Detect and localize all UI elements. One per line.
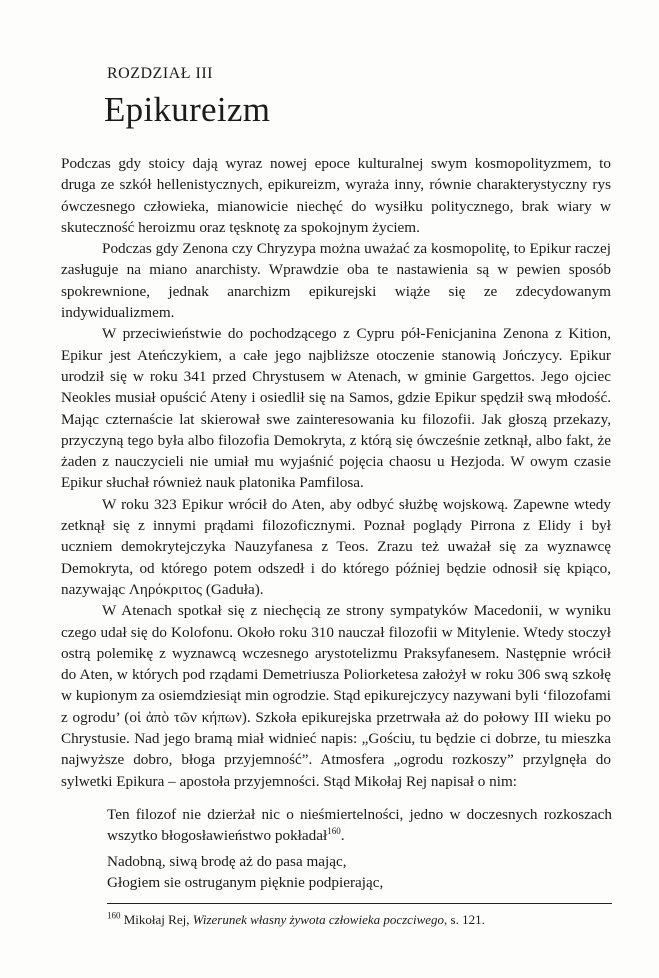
block-quote [107,804,612,847]
verse-line: Głogiem sie ostruganym pięknie podpierając, [107,874,384,892]
footnote-page: , s. 121. [444,912,485,927]
footnote-reference[interactable]: 160 [327,826,341,837]
paragraph: W przeciwieństwie do pochodzącego z Cypru pół-Fenicjanina Zenona z Kition, Epikur jest Ateńczykiem, a całe jego najbliższe otoczenie stanowią Jończycy. Epikur urodził się w roku 341 przed Chrystusem w Atenach, w gminie Gargettos. Jego ojciec Neokles musiał opuścić Ateny i osiedlił się na Samos, gdzie Epikur spędził swą młodość. Mając czternaście lat skierował swe zainteresowania ku filozofii. Jak głoszą przekazy, przyczyną tego była albo filozofia Demokryta, z którą się ówcześnie zetknął, albo fakt, że żaden z nauczycieli nie umiał mu wyjaśnić pojęcia chaosu u Hezjoda. W owym czasie Epikur słuchał również nauk platonika Pamfilosa. [61,325,611,492]
chapter-label: ROZDZIAŁ III [107,65,213,82]
paragraph: W Atenach spotkał się z niechęcią ze strony sympatyków Macedonii, w wyniku czego udał się do Kolofonu. Około roku 310 nauczał filozofii w Mitylenie. Wtedy stoczył ostrą polemikę z wyznawcą wczesnego arystotelizmu Praksyfanesem. Następnie wrócił do Aten, w których pod rządami Demetriusza Poliorketesa założył w roku 306 swą szkołę w kupionym za osiemdziesiąt min ogrodzie. Stąd epikurejczycy nazywani byli ‘filozofami z ogrodu’ (οἱ ἀπὸ τῶν κήπων). Szkoła epikurejska przetrwała aż do połowy III wieku po Chrystusie. Nad jego bramą miał widnieć napis: „Gościu, tu będzie ci dobrze, tu mieszka najwyższe dobro, błoga przyjemność”. Atmosfera „ogrodu rozkoszy” przylgnęła do sylwetki Epikura – apostoła przyjemności. Stąd Mikołaj Rej napisał o nim: [61,602,611,790]
verse-line: Nadobną, siwą brodę aż do pasa mając, [107,853,347,870]
quote-text-wrapper: Ten filozof nie dzierżał nic o nieśmiertelności, jedno w doczesnych rozkoszach wszytko błogosławieństwo pokładał$^{160}$. [107,806,612,845]
paragraph: Podczas gdy stoicy dają wyraz nowej epoce kulturalnej swym kosmopolityzmem, to druga ze szkół hellenistycznych, epikureizm, wyraża inny, równie charakterystyczny rys ówczesnego człowieka, mianowicie niechęć do wysiłku politycznego, brak wiary w skuteczność heroizmu oraz tęsknotę za spokojnym życiem. [61,155,611,236]
chapter-title: Epikureizm [104,90,271,129]
footnote-divider [107,903,612,904]
footnote-number: 160 [107,910,121,921]
footnote-title: Wizerunek własny żywota człowieka poczciwego [192,912,445,927]
verse-quote [107,851,383,894]
footnote-author: Mikołaj Rej, [123,912,190,927]
paragraph: Podczas gdy Zenona czy Chryzypa można uważać za kosmopolitę, to Epikur raczej zasługuje na miano anarchisty. Wprawdzie oba te nastawienia są w pewien sposób spokrewnione, jednak anarchizm epikurejski wiąże się ze zdecydowanym indywidualizmem. [61,240,611,322]
body-text [61,153,611,792]
quote-text: Ten filozof nie dzierżał nic o nieśmiertelności, jedno w doczesnych rozkoszach wszytko błogosławieństwo pokładał [107,806,612,845]
footnote [107,912,612,928]
paragraph: W roku 323 Epikur wrócił do Aten, aby odbyć służbę wojskową. Zapewne wtedy zetknął się z innymi prądami filozoficznymi. Poznał poglądy Pirrona z Elidy i był uczniem demokrytejczyka Nauzyfanesa z Teos. Zrazu też uważał się za wyznawcę Demokryta, od którego potem odszedł i do którego później będzie odnosił się kpiąco, nazywając Ληρόκριτος (Gaduła). [61,495,611,598]
